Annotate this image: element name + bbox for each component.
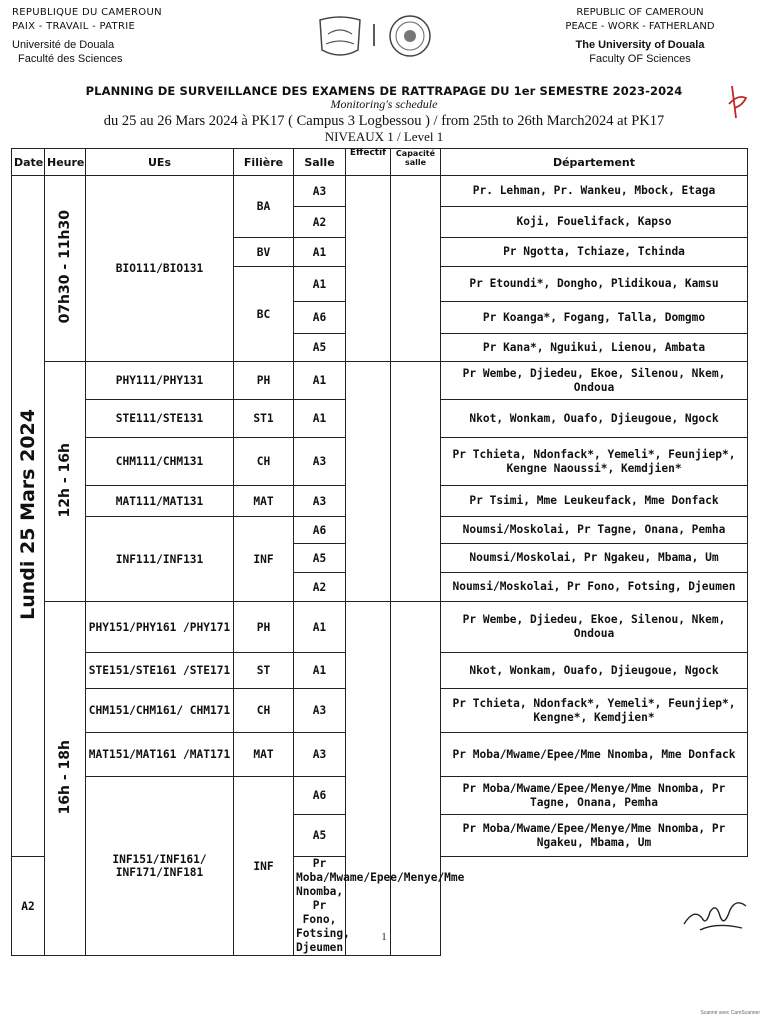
- filiere-cell: BA: [234, 176, 294, 238]
- header-ues: UEs: [86, 149, 234, 176]
- capacite-cell: [391, 602, 441, 956]
- time-cell: [45, 602, 86, 956]
- filiere-cell: MAT: [234, 733, 294, 777]
- salle-cell: A1: [294, 362, 346, 400]
- header-departement: Département: [441, 149, 748, 176]
- ue-cell: INF151/INF161/ INF171/INF181: [86, 777, 234, 956]
- salle-cell: A3: [294, 176, 346, 207]
- time-label: 07h30 - 11h30: [57, 210, 73, 324]
- ue-cell: BIO111/BIO131: [86, 176, 234, 362]
- republic-en: REPUBLIC OF CAMEROUN: [576, 7, 704, 18]
- dept-cell: Noumsi/Moskolai, Pr Ngakeu, Mbama, Um: [441, 544, 748, 573]
- dept-cell: Pr Moba/Mwame/Epee/Menye/Mme Nnomba, Pr Ngakeu, Mbama, Um: [441, 815, 748, 857]
- filiere-cell: BC: [234, 267, 294, 362]
- ue-cell: PHY111/PHY131: [86, 362, 234, 400]
- dept-cell: Nkot, Wonkam, Ouafo, Djieugoue, Ngock: [441, 653, 748, 689]
- university-logos: [310, 12, 450, 62]
- salle-cell: A5: [294, 815, 346, 857]
- filiere-cell: CH: [234, 689, 294, 733]
- ue-cell: MAT111/MAT131: [86, 486, 234, 517]
- filiere-cell: PH: [234, 602, 294, 653]
- salle-cell: A1: [294, 267, 346, 302]
- page-number: 1: [381, 932, 387, 943]
- dept-cell: Pr Wembe, Djiedeu, Ekoe, Silenou, Nkem, Ondoua: [441, 602, 748, 653]
- faculty-seal-icon: [390, 16, 430, 56]
- dept-cell: Noumsi/Moskolai, Pr Tagne, Onana, Pemha: [441, 517, 748, 544]
- filiere-cell: ST: [234, 653, 294, 689]
- dept-cell: Pr Etoundi*, Dongho, Plidikoua, Kamsu: [441, 267, 748, 302]
- dept-cell: Pr Tchieta, Ndonfack*, Yemeli*, Feunjiep*, Kengne Naoussi*, Kemdjien*: [441, 438, 748, 486]
- filiere-cell: MAT: [234, 486, 294, 517]
- dept-cell: Pr. Lehman, Pr. Wankeu, Mbock, Etaga: [441, 176, 748, 207]
- time-cell: [45, 176, 86, 362]
- salle-cell: A2: [294, 207, 346, 238]
- schedule-body: [12, 176, 748, 956]
- ue-cell: MAT151/MAT161 /MAT171: [86, 733, 234, 777]
- signature-icon: [680, 888, 750, 938]
- schedule-table: [11, 148, 748, 956]
- salle-cell: A1: [294, 238, 346, 267]
- salle-cell: A1: [294, 653, 346, 689]
- faculty-en: Faculty OF Sciences: [589, 53, 691, 65]
- salle-cell: A2: [294, 573, 346, 602]
- salle-cell: A3: [294, 733, 346, 777]
- filiere-cell: ST1: [234, 400, 294, 438]
- republic-fr: REPUBLIQUE DU CAMEROUN: [12, 7, 162, 18]
- faculty-fr: Faculté des Sciences: [18, 53, 123, 65]
- time-cell: [45, 362, 86, 602]
- table-row: [12, 362, 748, 400]
- dept-cell: Pr Kana*, Nguikui, Lienou, Ambata: [441, 334, 748, 362]
- salle-cell: A2: [12, 857, 45, 956]
- time-label: 12h - 16h: [57, 442, 73, 518]
- header-filiere: Filière: [234, 149, 294, 176]
- date-label: Lundi 25 Mars 2024: [17, 409, 39, 620]
- header-effectif: Effectif: [346, 149, 391, 176]
- level-label: NIVEAUX 1 / Level 1: [324, 129, 444, 144]
- salle-cell: A3: [294, 689, 346, 733]
- effectif-cell: [346, 602, 391, 956]
- header-right: [540, 6, 740, 66]
- table-row: [12, 176, 748, 207]
- ue-cell: STE151/STE161 /STE171: [86, 653, 234, 689]
- salle-cell: A1: [294, 602, 346, 653]
- salle-cell: A1: [294, 400, 346, 438]
- document-title: PLANNING DE SURVEILLANCE DES EXAMENS DE RATTRAPAGE DU 1er SEMESTRE 2023-2024: [85, 84, 683, 98]
- dept-cell: Nkot, Wonkam, Ouafo, Djieugoue, Ngock: [441, 400, 748, 438]
- dept-cell: Pr Tchieta, Ndonfack*, Yemeli*, Feunjiep*, Kengne*, Kemdjien*: [441, 689, 748, 733]
- handwritten-mark-icon: [726, 84, 750, 120]
- effectif-cell: [346, 362, 391, 602]
- dept-cell: Pr Moba/Mwame/Epee/Menye/Mme Nnomba, Pr Fono, Fotsing, Djeumen: [294, 857, 346, 956]
- motto-en: PEACE - WORK - FATHERLAND: [565, 21, 715, 32]
- capacite-cell: [391, 362, 441, 602]
- header-capacite: Capacité salle: [391, 149, 441, 176]
- dept-cell: Pr Moba/Mwame/Epee/Menye/Mme Nnomba, Pr Tagne, Onana, Pemha: [441, 777, 748, 815]
- header-salle: Salle: [294, 149, 346, 176]
- capacite-cell: [391, 176, 441, 362]
- university-crest-icon: [320, 17, 360, 55]
- scanner-watermark: Scanné avec CamScanner: [700, 1010, 760, 1016]
- ue-cell: INF111/INF131: [86, 517, 234, 602]
- time-label: 16h - 18h: [57, 739, 73, 815]
- filiere-cell: BV: [234, 238, 294, 267]
- salle-cell: A5: [294, 544, 346, 573]
- header-date: Date: [12, 149, 45, 176]
- document-subtitle: Monitoring's schedule: [330, 97, 438, 111]
- dept-cell: Pr Wembe, Djiedeu, Ekoe, Silenou, Nkem, Ondoua: [441, 362, 748, 400]
- salle-cell: A5: [294, 334, 346, 362]
- ue-cell: PHY151/PHY161 /PHY171: [86, 602, 234, 653]
- date-cell: [12, 176, 45, 857]
- salle-cell: A6: [294, 517, 346, 544]
- university-fr: Université de Douala: [12, 39, 115, 51]
- header-hour: Heure: [45, 149, 86, 176]
- document-titles: [0, 84, 768, 145]
- ue-cell: CHM151/CHM161/ CHM171: [86, 689, 234, 733]
- dept-cell: Koji, Fouelifack, Kapso: [441, 207, 748, 238]
- filiere-cell: PH: [234, 362, 294, 400]
- filiere-cell: CH: [234, 438, 294, 486]
- university-en: The University of Douala: [575, 39, 705, 51]
- motto-fr: PAIX - TRAVAIL - PATRIE: [12, 21, 136, 32]
- table-row: [12, 602, 748, 653]
- dept-cell: Pr Koanga*, Fogang, Talla, Domgmo: [441, 302, 748, 334]
- salle-cell: A3: [294, 486, 346, 517]
- ue-cell: CHM111/CHM131: [86, 438, 234, 486]
- filiere-cell: INF: [234, 517, 294, 602]
- ue-cell: STE111/STE131: [86, 400, 234, 438]
- exam-dates: du 25 au 26 Mars 2024 à PK17 ( Campus 3 Logbessou ) / from 25th to 26th March2024 at PK17: [103, 113, 665, 129]
- dept-cell: Pr Tsimi, Mme Leukeufack, Mme Donfack: [441, 486, 748, 517]
- header-left: [12, 6, 212, 66]
- effectif-cell: [346, 176, 391, 362]
- salle-cell: A3: [294, 438, 346, 486]
- dept-cell: Pr Ngotta, Tchiaze, Tchinda: [441, 238, 748, 267]
- salle-cell: A6: [294, 777, 346, 815]
- salle-cell: A6: [294, 302, 346, 334]
- table-header-row: [12, 149, 748, 176]
- filiere-cell: INF: [234, 777, 294, 956]
- dept-cell: Pr Moba/Mwame/Epee/Mme Nnomba, Mme Donfack: [441, 733, 748, 777]
- dept-cell: Noumsi/Moskolai, Pr Fono, Fotsing, Djeumen: [441, 573, 748, 602]
